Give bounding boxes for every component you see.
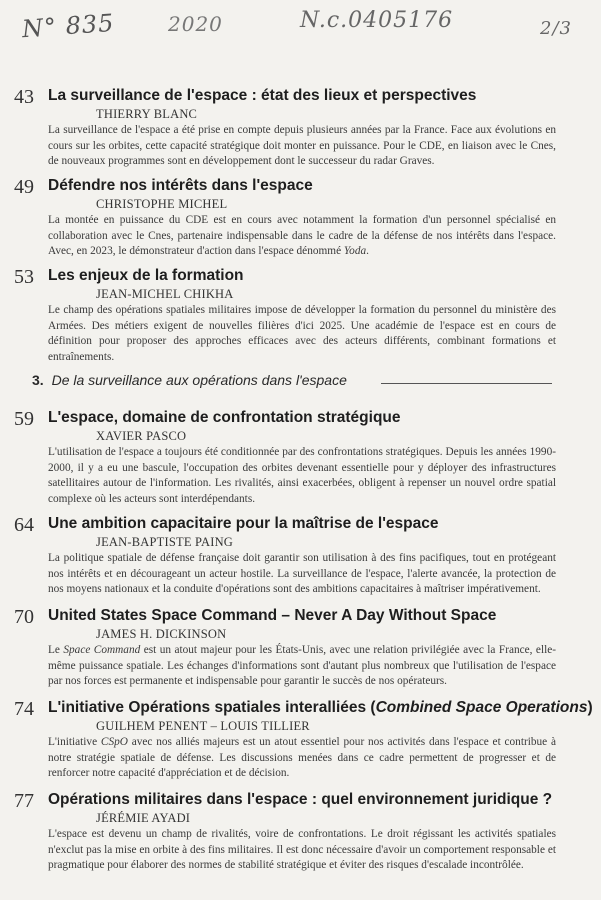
article-summary: L'espace est devenu un champ de rivalités, voire de confrontations. Le droit régissant les activités spatiales n'exclut pas la mise en orbite à des fins militaires. Il est donc nécessaire d'avoir un comportement responsable et pragmatique pour élaborer des normes de stabilité stratégique et éviter des risques d'escalade incontrôlée. xyxy=(48,828,556,872)
article-title: United States Space Command – Never A Day Without Space xyxy=(48,607,497,624)
page-number: 59 xyxy=(14,408,34,430)
article-author: JEAN-BAPTISTE PAING xyxy=(96,535,234,549)
article-author: JAMES H. DICKINSON xyxy=(96,627,227,641)
article-author: GUILHEM PENENT – LOUIS TILLIER xyxy=(96,719,310,733)
article-summary: L'initiative CSpO avec nos alliés majeurs est un atout essentiel pour nos activités dans l'espace et contribue à notre stratégie spatiale de défense. Les discussions menées dans ce cadre permettent de progresser et de renforcer notre capacité d'appréciation et de décision. xyxy=(48,736,556,780)
page-number: 53 xyxy=(14,266,34,288)
handwritten-reference: N.c.0405176 xyxy=(300,8,454,33)
article-summary: L'utilisation de l'espace a toujours été conditionnée par des confrontations stratégiques. Depuis les années 1990-2000, il y a eu une bascule, l'occupation des orbites devenant essentielle pour y déployer des infrastructures satellitaires autour de l'information. Les rivalités, ainsi exacerbées, obligent à repenser un nouvel ordre spatial complexe où les acteurs sont interdépendants. xyxy=(48,446,556,505)
section-title: De la surveillance aux opérations dans l'espace xyxy=(51,372,347,388)
handwritten-year: 2020 xyxy=(168,12,223,36)
article-author: JEAN-MICHEL CHIKHA xyxy=(96,287,234,301)
article-summary: La surveillance de l'espace a été prise en compte depuis plusieurs années par la France. Face aux évolutions en cours sur les orbites, cette capacité stratégique doit monter en puissance. Pour le CDE, en liaison avec le Cnes, de nouveaux programmes sont en développement dont le successeur du radar Graves. xyxy=(48,124,556,168)
section-heading xyxy=(32,372,347,388)
page-number: 74 xyxy=(14,698,34,720)
article-title: Opérations militaires dans l'espace : quel environnement juridique ? xyxy=(48,791,553,808)
article-title: L'espace, domaine de confrontation stratégique xyxy=(48,409,401,426)
article-title: La surveillance de l'espace : état des lieux et perspectives xyxy=(48,87,477,104)
article-title: Défendre nos intérêts dans l'espace xyxy=(48,177,313,194)
article-author: CHRISTOPHE MICHEL xyxy=(96,197,228,211)
article-summary: Le champ des opérations spatiales militaires impose de développer la formation du personnel du ministère des Armées. Des métiers exigent de nouvelles filières d'ici 2025. Une académie de l'espace est en cours de définition pour proposer des approches efficaces avec des acteurs différents, combinant formations et entraînements. xyxy=(48,304,556,363)
article-author: THIERRY BLANC xyxy=(96,107,198,121)
handwritten-page-count: 2/3 xyxy=(540,18,572,39)
article-summary: La montée en puissance du CDE est en cours avec notamment la formation d'un personnel spécialisé en collaboration avec le Cnes, partenaire indispensable dans le cadre de la défense de nos intérêts dans l'espace. Avec, en 2023, le démonstrateur d'action dans l'espace dénommé Yoda. xyxy=(48,214,556,258)
page-number: 49 xyxy=(14,176,34,198)
article-summary: La politique spatiale de défense française doit garantir son utilisation à des fins pacifiques, tout en protégeant nos intérêts et en décourageant un acteur hostile. La surveillance de l'espace, l'alerte avancée, la protection de nos moyens nationaux et la conduite d'opérations sont des ambitions capacitaires à maîtriser impérativement. xyxy=(48,552,556,596)
section-number: 3. xyxy=(32,372,44,388)
section-rule xyxy=(381,383,552,384)
article-author: JÉRÉMIE AYADI xyxy=(96,811,191,825)
handwritten-number: N° 835 xyxy=(21,8,116,44)
article-title: L'initiative Opérations spatiales interalliées (Combined Space Operations) xyxy=(48,699,593,716)
page-number: 77 xyxy=(14,790,34,812)
page-number: 64 xyxy=(14,514,34,536)
article-title: Les enjeux de la formation xyxy=(48,267,244,284)
article-author: XAVIER PASCO xyxy=(96,429,187,443)
page-number: 70 xyxy=(14,606,34,628)
article-summary: Le Space Command est un atout majeur pour les États-Unis, avec une relation privilégiée avec la France, elle-même puissance spatiale. Les échanges d'informations sont d'autant plus nombreux que l'utilisation de l'espace par nos forces est permanente et indispensable pour garantir le succès de nos opérateurs. xyxy=(48,644,556,688)
page-number: 43 xyxy=(14,86,34,108)
article-title: Une ambition capacitaire pour la maîtrise de l'espace xyxy=(48,515,439,532)
